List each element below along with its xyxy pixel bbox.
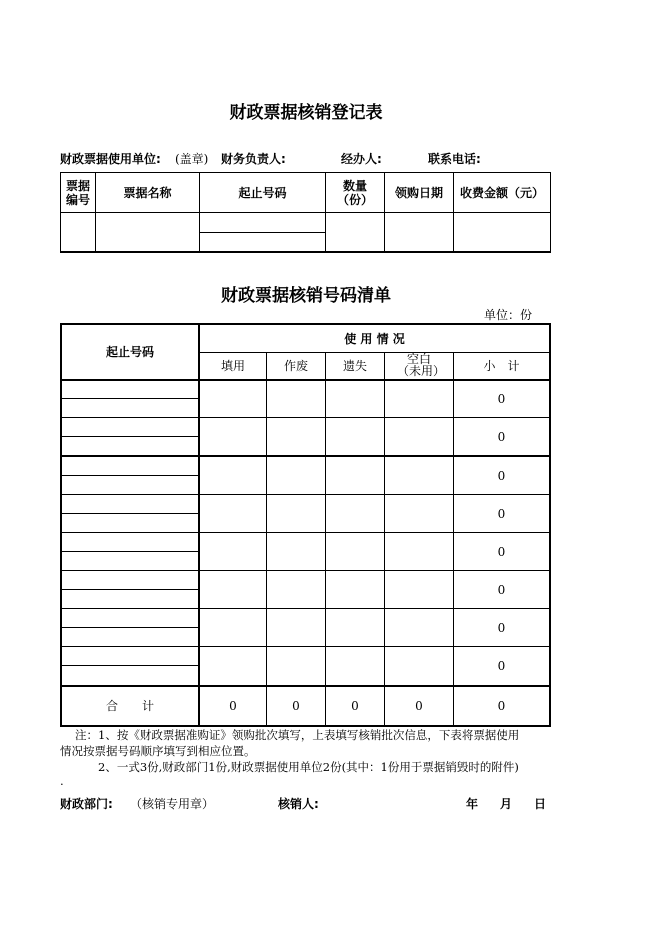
register-title: 财政票据核销登记表 [229, 103, 383, 123]
list-header-void: 作废 [283, 359, 308, 373]
row-subtotal: 0 [497, 430, 506, 444]
list-unit: 单位：份 [484, 308, 533, 322]
finance-dept-label: 财政部门: [60, 797, 113, 811]
handler-label: 经办人: [341, 152, 382, 166]
list-header-lost: 遗失 [342, 359, 367, 373]
list-header-usage: 使 用 情 况 [344, 331, 405, 346]
phone-label: 联系电话: [428, 152, 481, 166]
note-line-2: 情况按票据号码顺序填写到相应位置。 [60, 744, 256, 758]
total-void: 0 [292, 699, 300, 713]
list-header-blank: 空白（未用） [397, 353, 446, 378]
total-label: 合 计 [105, 699, 154, 713]
note-line-1: 注：1、按《财政票据准购证》领购批次填写，上表填写核销批次信息，下表将票据使用 [75, 728, 520, 742]
row-subtotal: 0 [497, 468, 506, 483]
list-header-subtotal: 小 计 [483, 359, 520, 373]
header-amount: 收费金额（元） [459, 185, 544, 200]
year-label: 年 [466, 797, 479, 811]
total-lost: 0 [351, 699, 359, 713]
header-name: 票据名称 [123, 185, 172, 200]
finance-head-label: 财务负责人: [221, 152, 286, 166]
row-subtotal: 0 [497, 506, 506, 521]
verification-stamp: （核销专用章） [130, 797, 215, 811]
day-label: 日 [534, 797, 547, 811]
header-qty: 数量（份） [336, 178, 373, 207]
row-subtotal: 0 [497, 582, 506, 597]
list-title: 财政票据核销号码清单 [221, 286, 391, 306]
list-header-filled: 填用 [220, 359, 245, 373]
row-subtotal: 0 [497, 659, 506, 673]
month-label: 月 [500, 797, 513, 811]
total-filled: 0 [229, 699, 237, 713]
unit-label: 财政票据使用单位: [60, 152, 161, 166]
header-code: 票据编号 [65, 178, 90, 207]
list-header-range: 起止号码 [105, 345, 154, 359]
note-line-3: 2、一式3份,财政部门1份,财政票据使用单位2份(其中：1份用于票据销毁时的附件) [98, 760, 519, 774]
total-subtotal: 0 [497, 699, 506, 713]
row-subtotal: 0 [497, 620, 506, 635]
row-subtotal: 0 [497, 392, 506, 406]
verifier-label: 核销人: [278, 797, 319, 811]
header-range: 起止号码 [238, 185, 287, 200]
header-date: 领购日期 [394, 185, 443, 200]
row-subtotal: 0 [497, 544, 506, 559]
total-blank: 0 [415, 699, 423, 713]
unit-stamp: (盖章) [175, 152, 209, 166]
note-line-4: . [60, 774, 64, 788]
